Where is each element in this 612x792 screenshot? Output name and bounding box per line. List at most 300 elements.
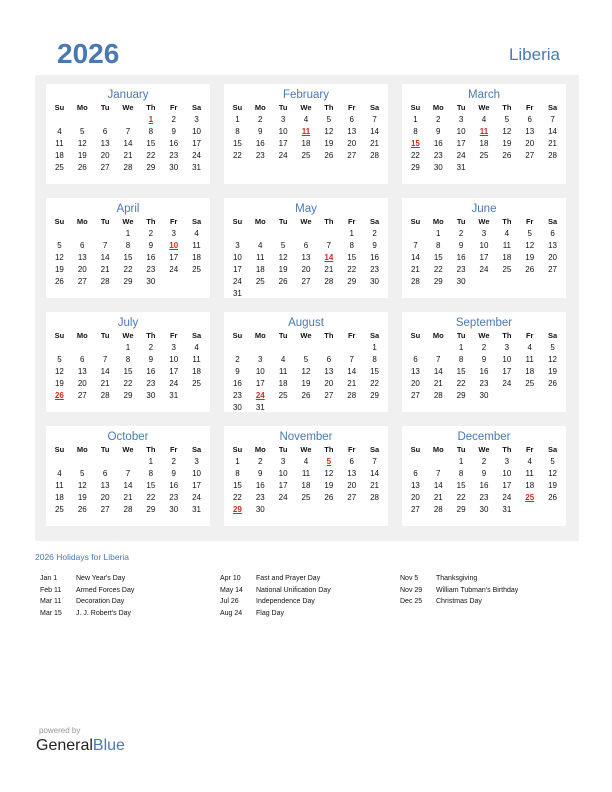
holiday-name: Christmas Day [436, 598, 482, 605]
weekday-header: Mo [432, 217, 444, 226]
day: 19 [301, 379, 311, 388]
day: 22 [410, 151, 420, 160]
day: 31 [169, 391, 179, 400]
day: 3 [458, 115, 464, 124]
day: 3 [171, 229, 176, 238]
day: 12 [324, 127, 334, 136]
day: 7 [326, 241, 332, 250]
day: 7 [436, 469, 441, 478]
day: 2 [235, 355, 240, 364]
weekday-header: Tu [100, 103, 110, 112]
holiday-date: Apr 10 [220, 575, 241, 582]
day: 14 [123, 139, 133, 148]
day: 24 [278, 493, 288, 502]
weekday-header: Tu [100, 217, 110, 226]
day: 31 [192, 505, 202, 514]
weekday-header: Mo [254, 331, 266, 340]
day: 2 [171, 457, 176, 466]
weekday-header: Fr [169, 103, 178, 112]
day: 25 [192, 265, 202, 274]
day: 13 [548, 241, 558, 250]
day: 27 [301, 277, 311, 286]
day: 16 [169, 481, 179, 490]
day: 24 [278, 151, 288, 160]
holiday-column [400, 573, 580, 608]
day: 8 [458, 355, 464, 364]
weekday-header: Su [54, 445, 65, 454]
month-name: November [279, 431, 333, 443]
day: 16 [370, 253, 380, 262]
day: 26 [324, 493, 334, 502]
day: 18 [278, 379, 288, 388]
day: 30 [255, 505, 265, 514]
month-name: March [468, 89, 500, 101]
weekday-header: Mo [254, 103, 266, 112]
day: 4 [57, 469, 62, 478]
empty-day [226, 342, 249, 354]
weekday-header: Mo [254, 217, 266, 226]
day: 28 [100, 277, 110, 286]
day: 21 [123, 493, 133, 502]
day: 26 [324, 151, 334, 160]
day: 28 [347, 391, 357, 400]
day: 19 [548, 367, 558, 376]
day: 5 [80, 469, 85, 478]
day: 16 [146, 253, 156, 262]
day: 17 [255, 379, 265, 388]
day: 10 [169, 355, 179, 364]
month-april [46, 198, 210, 298]
day: 1 [148, 457, 154, 466]
weekday-header: Mo [432, 331, 444, 340]
holiday-name: Decoration Day [76, 598, 125, 605]
day: 6 [527, 115, 532, 124]
day: 23 [169, 151, 179, 160]
day: 30 [146, 391, 156, 400]
day: 25 [479, 151, 489, 160]
empty-day [249, 228, 272, 240]
day: 7 [102, 355, 108, 364]
day: 17 [169, 367, 179, 376]
day: 22 [146, 151, 156, 160]
weekday-header: Su [410, 217, 421, 226]
weekday-header: Sa [369, 331, 380, 340]
day: 20 [410, 493, 420, 502]
day: 16 [479, 367, 489, 376]
day: 14 [548, 127, 558, 136]
day: 1 [349, 229, 354, 238]
weekday-header: Su [232, 217, 243, 226]
holiday-row [40, 573, 220, 585]
day: 30 [232, 403, 242, 412]
weekday-header: Fr [347, 217, 356, 226]
day: 20 [100, 151, 110, 160]
day: 17 [278, 481, 288, 490]
day: 14 [433, 367, 443, 376]
month-name: September [455, 317, 513, 329]
holiday-row [220, 596, 400, 608]
day: 4 [527, 343, 532, 352]
weekday-header: Sa [191, 331, 202, 340]
day: 7 [349, 355, 354, 364]
weekday-header: Th [324, 445, 334, 454]
day: 21 [123, 151, 133, 160]
holiday-day: 26 [54, 391, 64, 400]
day: 27 [100, 505, 110, 514]
day: 21 [370, 481, 380, 490]
day: 3 [194, 115, 199, 124]
month-name: June [471, 203, 497, 215]
day: 18 [479, 139, 489, 148]
day: 4 [194, 229, 199, 238]
day: 26 [301, 391, 311, 400]
weekday-header: Su [54, 103, 65, 112]
day: 21 [548, 139, 558, 148]
day: 11 [192, 355, 201, 364]
month-name: October [107, 431, 149, 443]
day: 4 [527, 457, 532, 466]
day: 17 [456, 139, 466, 148]
weekday-header: Sa [369, 217, 380, 226]
day: 28 [370, 493, 380, 502]
day: 26 [77, 163, 87, 172]
day: 4 [280, 355, 286, 364]
weekday-header: Mo [76, 217, 88, 226]
day: 27 [410, 505, 420, 514]
day: 20 [548, 253, 558, 262]
day: 31 [502, 505, 512, 514]
day: 25 [255, 277, 265, 286]
day: 11 [502, 241, 511, 250]
weekday-header: Tu [278, 103, 288, 112]
month-september [402, 312, 566, 412]
empty-day [117, 456, 140, 468]
empty-day [48, 342, 71, 354]
day: 30 [456, 277, 466, 286]
month-july [46, 312, 210, 412]
day: 24 [192, 493, 202, 502]
day: 20 [77, 265, 87, 274]
day: 7 [102, 241, 108, 250]
day: 28 [548, 151, 558, 160]
day: 12 [525, 241, 535, 250]
day: 23 [255, 151, 265, 160]
empty-day [272, 342, 295, 354]
day: 9 [481, 469, 487, 478]
day: 24 [479, 265, 489, 274]
day: 10 [502, 355, 512, 364]
weekday-header: Mo [76, 331, 88, 340]
day: 5 [57, 355, 62, 364]
day: 21 [410, 265, 420, 274]
day: 29 [370, 391, 380, 400]
day: 21 [370, 139, 380, 148]
weekday-header: Fr [347, 103, 356, 112]
weekday-header: Su [232, 331, 243, 340]
weekday-header: Su [232, 445, 243, 454]
holiday-name: Flag Day [256, 609, 285, 617]
day: 2 [258, 457, 263, 466]
day: 23 [370, 265, 380, 274]
empty-day [404, 456, 427, 468]
day: 1 [372, 343, 377, 352]
day: 22 [433, 265, 443, 274]
weekday-header: Th [146, 103, 156, 112]
day: 14 [433, 481, 443, 490]
weekday-header: Mo [432, 103, 444, 112]
holiday-name: National Unification Day [256, 586, 331, 594]
weekday-header: Su [410, 103, 421, 112]
day: 3 [504, 457, 510, 466]
day: 28 [324, 277, 334, 286]
weekday-header: Su [410, 331, 421, 340]
weekday-header: Th [324, 103, 334, 112]
brand-logo[interactable] [36, 737, 125, 755]
month-june [402, 198, 566, 298]
holiday-row [220, 573, 400, 585]
day: 27 [347, 493, 357, 502]
holiday-name: Armed Forces Day [76, 586, 135, 594]
holiday-row [220, 585, 400, 597]
holiday-day: 14 [324, 253, 334, 262]
day: 29 [433, 277, 443, 286]
weekday-header: Fr [169, 217, 178, 226]
weekday-header: We [478, 103, 490, 112]
day: 3 [481, 229, 487, 238]
day: 15 [456, 367, 466, 376]
weekday-header: Mo [432, 445, 444, 454]
day: 2 [481, 343, 487, 352]
day: 17 [169, 253, 179, 262]
day: 29 [123, 277, 133, 286]
day: 1 [235, 457, 240, 466]
day: 17 [232, 265, 242, 274]
day: 22 [370, 379, 380, 388]
empty-day [71, 228, 94, 240]
day: 10 [456, 127, 466, 136]
day: 5 [326, 115, 332, 124]
day: 5 [57, 241, 62, 250]
day: 12 [278, 253, 288, 262]
day: 14 [123, 481, 133, 490]
day: 25 [525, 379, 535, 388]
day: 21 [433, 379, 443, 388]
day: 1 [125, 343, 131, 352]
day: 12 [324, 469, 334, 478]
day: 18 [301, 139, 311, 148]
day: 8 [125, 241, 131, 250]
weekday-header: Su [410, 445, 421, 454]
holiday-name: Thanksgiving [436, 575, 478, 582]
day: 18 [301, 481, 311, 490]
month-november [224, 426, 388, 526]
day: 12 [54, 253, 64, 262]
holiday-row [400, 585, 580, 597]
day: 14 [370, 127, 380, 136]
day: 17 [192, 481, 202, 490]
day: 11 [278, 367, 288, 376]
brand-blue: Blue [92, 737, 125, 754]
day: 23 [433, 151, 443, 160]
holiday-date: Nov 29 [400, 586, 423, 594]
holiday-name: J. J. Robert's Day [76, 609, 132, 617]
day: 29 [146, 163, 156, 172]
day: 14 [347, 367, 357, 376]
weekday-header: We [300, 103, 312, 112]
weekday-header: Fr [525, 217, 534, 226]
day: 3 [171, 343, 176, 352]
day: 12 [77, 481, 87, 490]
day: 1 [436, 229, 441, 238]
day: 19 [324, 481, 334, 490]
day: 4 [194, 343, 199, 352]
weekday-header: Su [54, 217, 65, 226]
weekday-header: We [478, 445, 490, 454]
weekday-header: Sa [547, 103, 558, 112]
empty-day [249, 342, 272, 354]
day: 8 [125, 355, 131, 364]
day: 20 [347, 139, 357, 148]
day: 13 [301, 253, 311, 262]
day: 14 [410, 253, 420, 262]
day: 24 [169, 379, 179, 388]
day: 15 [123, 253, 133, 262]
day: 6 [80, 355, 85, 364]
day: 8 [148, 127, 154, 136]
day: 10 [479, 241, 489, 250]
empty-day [117, 114, 140, 126]
day: 31 [255, 403, 265, 412]
holiday-day: 24 [255, 391, 265, 400]
holiday-date: Aug 24 [220, 609, 243, 617]
day: 9 [171, 469, 176, 478]
day: 29 [146, 505, 156, 514]
empty-day [94, 342, 117, 354]
brand-general: General [36, 737, 93, 754]
day: 23 [479, 493, 489, 502]
day: 25 [54, 163, 64, 172]
day: 22 [232, 151, 242, 160]
day: 22 [232, 493, 242, 502]
weekday-header: Su [232, 103, 243, 112]
month-january [46, 84, 210, 184]
day: 19 [324, 139, 334, 148]
day: 19 [548, 481, 558, 490]
day: 23 [479, 379, 489, 388]
day: 21 [347, 379, 357, 388]
weekday-header: Sa [369, 445, 380, 454]
day: 12 [54, 367, 64, 376]
weekday-header: Fr [525, 103, 534, 112]
day: 16 [232, 379, 242, 388]
day: 10 [232, 253, 242, 262]
day: 6 [413, 355, 418, 364]
empty-day [295, 228, 318, 240]
day: 15 [370, 367, 380, 376]
day: 5 [80, 127, 85, 136]
day-grid [46, 216, 210, 288]
powered-by-text: powered by [39, 726, 81, 735]
day: 11 [525, 469, 534, 478]
day: 1 [413, 115, 418, 124]
day: 14 [100, 367, 110, 376]
day: 27 [347, 151, 357, 160]
day: 2 [481, 457, 487, 466]
day: 13 [410, 367, 420, 376]
day: 26 [525, 265, 535, 274]
weekday-header: Sa [369, 103, 380, 112]
holiday-row [220, 608, 400, 620]
weekday-header: Tu [100, 331, 110, 340]
day: 8 [235, 469, 240, 478]
day: 3 [504, 343, 510, 352]
month-february [224, 84, 388, 184]
day: 4 [57, 127, 62, 136]
day: 19 [278, 265, 288, 274]
holiday-name: Independence Day [256, 598, 315, 605]
day: 13 [100, 139, 110, 148]
day: 16 [433, 139, 443, 148]
day: 20 [77, 379, 87, 388]
weekday-header: Th [502, 331, 512, 340]
day: 22 [456, 493, 466, 502]
day: 11 [256, 253, 265, 262]
day-grid [402, 216, 566, 288]
day: 10 [278, 469, 288, 478]
country-title: Liberia [508, 45, 560, 64]
calendar-grid [46, 84, 566, 526]
weekday-header: Fr [169, 445, 178, 454]
empty-day [340, 342, 363, 354]
day: 22 [123, 379, 133, 388]
day: 7 [125, 127, 131, 136]
weekday-header: Th [324, 331, 334, 340]
day: 13 [347, 469, 357, 478]
day: 29 [456, 391, 466, 400]
weekday-header: Tu [456, 217, 466, 226]
day: 2 [258, 115, 263, 124]
empty-day [94, 456, 117, 468]
weekday-header: We [122, 217, 134, 226]
day: 28 [123, 505, 133, 514]
holiday-row [400, 573, 580, 585]
holiday-day: 15 [410, 139, 420, 148]
month-name: August [288, 317, 324, 329]
weekday-header: Fr [347, 331, 356, 340]
day: 15 [347, 253, 357, 262]
day: 4 [258, 241, 263, 250]
day: 9 [258, 469, 263, 478]
day: 11 [55, 481, 64, 490]
day: 16 [479, 481, 489, 490]
holidays-title: 2026 Holidays for Liberia [35, 552, 130, 562]
empty-day [427, 456, 450, 468]
day: 10 [255, 367, 265, 376]
weekday-header: We [478, 331, 490, 340]
holiday-name: William Tubman's Birthday [436, 586, 519, 594]
day: 6 [102, 127, 108, 136]
day: 30 [433, 163, 443, 172]
weekday-header: Fr [525, 331, 534, 340]
day: 23 [146, 379, 156, 388]
day: 26 [548, 379, 558, 388]
day: 2 [148, 343, 154, 352]
day: 25 [301, 151, 311, 160]
day: 29 [410, 163, 420, 172]
weekday-header: Tu [278, 217, 288, 226]
day: 10 [192, 127, 202, 136]
day: 27 [77, 391, 87, 400]
